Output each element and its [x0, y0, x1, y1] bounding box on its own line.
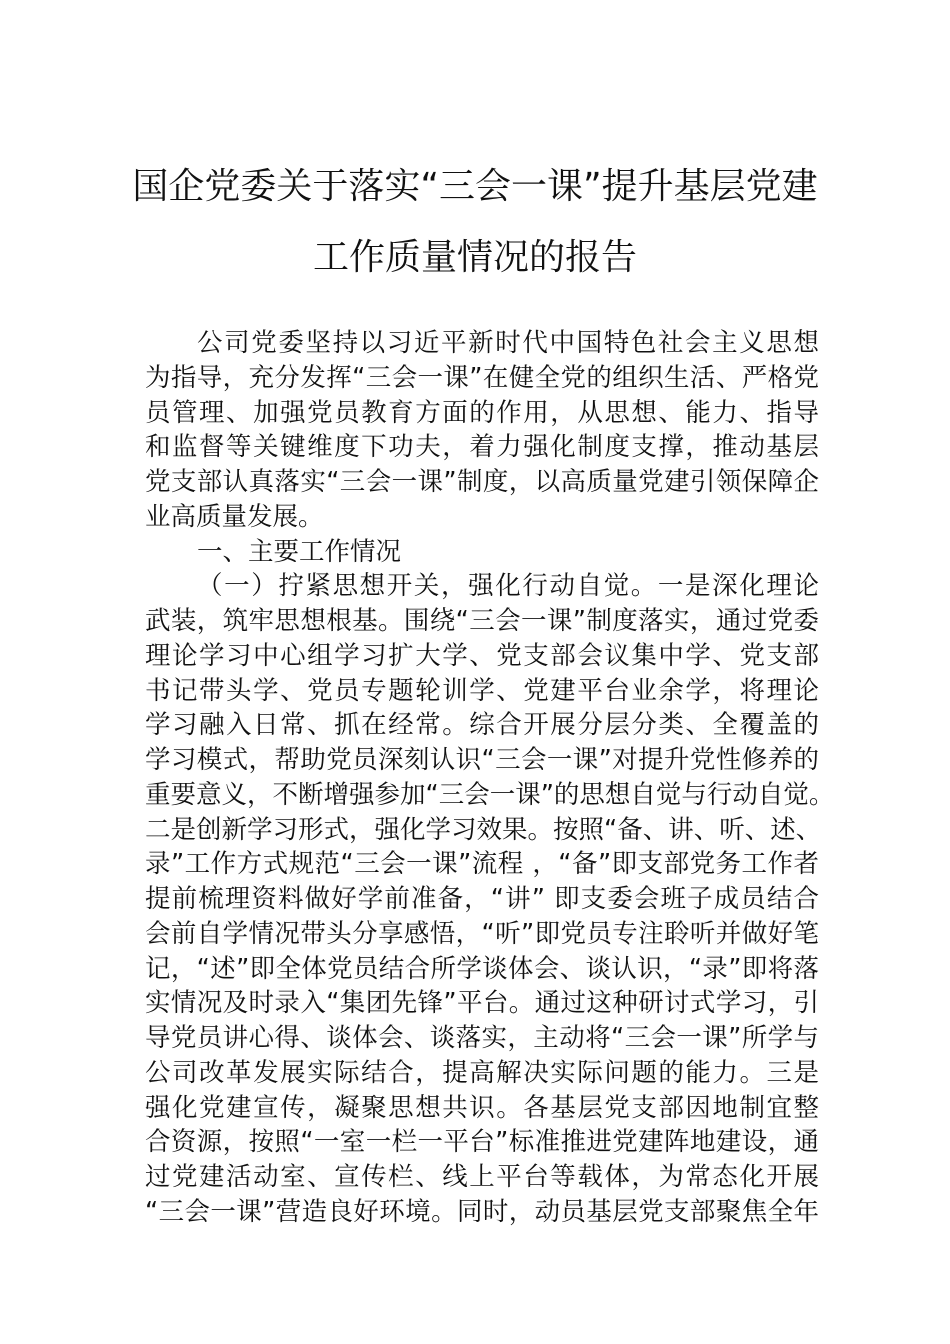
document-title-line-1: 国企党委关于落实“三会一课”提升基层党建: [132, 166, 818, 207]
text-line: 武装，筑牢思想根基。围绕“三会一课”制度落实，通过党委: [145, 606, 819, 636]
text-line: 书记带头学、党员专题轮训学、党建平台业余学，将理论: [145, 675, 819, 706]
text-line: 理论学习中心组学习扩大学、党支部会议集中学、党支部: [145, 640, 819, 671]
text-line: 学习融入日常、抓在经常。综合开展分层分类、全覆盖的: [145, 710, 819, 741]
text-line: 记，“述”即全体党员结合所学谈体会、谈认识，“录”即将落: [145, 953, 819, 984]
text-line: 公司党委坚持以习近平新时代中国特色社会主义思想: [197, 328, 819, 358]
text-line: 重要意义，不断增强参加“三会一课”的思想自觉与行动自觉。: [145, 779, 835, 810]
text-line: 党支部认真落实“三会一课”制度，以高质量党建引领保障企: [145, 467, 819, 497]
text-line: 会前自学情况带头分享感悟，“听”即党员专注聆听并做好笔: [145, 918, 819, 949]
text-line: 一、主要工作情况: [197, 536, 402, 567]
text-line: 员管理、加强党员教育方面的作用，从思想、能力、指导: [145, 397, 819, 428]
text-line: 业高质量发展。: [145, 501, 324, 532]
text-line: 二是创新学习形式，强化学习效果。按照“备、讲、听、述、: [145, 814, 822, 845]
document-title-line-2: 工作质量情况的报告: [312, 237, 637, 278]
text-line: 过党建活动室、宣传栏、线上平台等载体，为常态化开展: [145, 1162, 819, 1192]
text-line: 合资源，按照“一室一栏一平台”标准推进党建阵地建设，通: [145, 1127, 819, 1158]
text-line: 实情况及时录入“集团先锋”平台。通过这种研讨式学习，引: [145, 988, 819, 1019]
document-body: [145, 326, 835, 1230]
text-line: 公司改革发展实际结合，提高解决实际问题的能力。三是: [145, 1057, 819, 1088]
text-line: 学习模式，帮助党员深刻认识“三会一课”对提升党性修养的: [145, 745, 819, 775]
text-line: 录”工作方式规范“三会一课”流程 ，“备”即支部党务工作者: [145, 849, 819, 880]
text-line: “三会一课”营造良好环境。同时，动员基层党支部聚焦全年: [145, 1196, 819, 1227]
text-line: 导党员讲心得、谈体会、谈落实，主动将“三会一课”所学与: [145, 1023, 819, 1053]
text-line: 为指导，充分发挥“三会一课”在健全党的组织生活、严格党: [145, 362, 819, 393]
text-line: 和监督等关键维度下功夫，着力强化制度支撑，推动基层: [145, 432, 819, 463]
text-line: 强化党建宣传，凝聚思想共识。各基层党支部因地制宜整: [145, 1092, 819, 1123]
text-line: 提前梳理资料做好学前准备，“讲” 即支委会班子成员结合: [145, 884, 819, 914]
text-line: （一）拧紧思想开关，强化行动自觉。一是深化理论: [197, 571, 819, 602]
